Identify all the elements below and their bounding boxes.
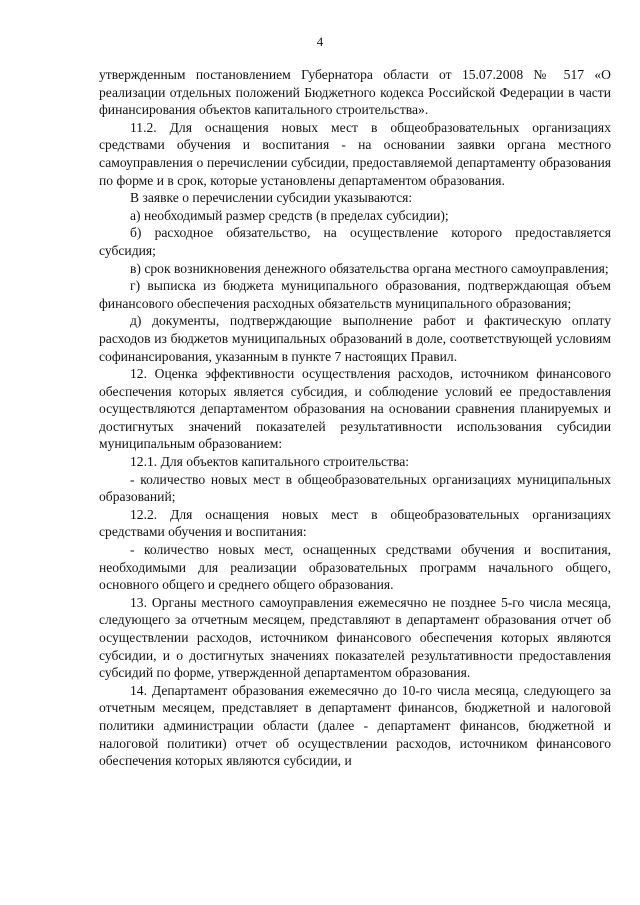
paragraph-13: 13. Органы местного самоуправления ежемесячно не позднее 5-го числа месяца, следующего за отчетным месяцем, представляют в департамент образования отчет об осуществлении расходов, источником финансового обеспечения которых являются субсидии, и о достигнутых значениях показателей результативности предоставления субсидий по форме, утвержденной департаментом образования. <box>99 594 611 681</box>
paragraph-12-2: 12.2. Для оснащения новых мест в общеобразовательных организациях средствами обучения и воспитания: <box>99 506 611 540</box>
paragraph-11-2: 11.2. Для оснащения новых мест в общеобразовательных организациях средствами обучения и воспитания - на основании заявки органа местного самоуправления о перечислении субсидии, предоставляемой департаменту образования по форме и в срок, которые установлены департаментом образования. <box>99 119 611 188</box>
paragraph-12-2-item: - количество новых мест, оснащенных средствами обучения и воспитания, необходимыми для реализации образовательных программ начального общего, основного общего и среднего общего образования. <box>99 542 611 593</box>
page-number: 4 <box>316 34 324 49</box>
paragraph-12-1: 12.1. Для объектов капитального строительства: <box>130 454 410 470</box>
paragraph-12-1-item: - количество новых мест в общеобразовательных организациях муниципальных образований; <box>99 471 611 505</box>
list-item-a: а) необходимый размер средств (в пределах субсидии); <box>130 207 449 223</box>
paragraph-application-intro: В заявке о перечислении субсидии указываются: <box>130 190 413 206</box>
document-body <box>99 66 611 770</box>
paragraph-14: 14. Департамент образования ежемесячно до 10-го числа месяца, следующего за отчетным месяцем, представляет в департамент финансов, бюджетной и налоговой политики администрации области (далее - департамент финансов, бюджетной и налоговой политики) отчет об осуществлении расходов, источником финансового обеспечения которых являются субсидии, и <box>99 682 611 769</box>
list-item-d: д) документы, подтверждающие выполнение работ и фактическую оплату расходов из бюджетов муниципальных образований в доле, соответствующей условиям софинансирования, указанным в пункте 7 настоящих Правил. <box>99 313 611 364</box>
list-item-g: г) выписка из бюджета муниципального образования, подтверждающая объем финансового обеспечения расходных обязательств муниципального образования; <box>99 278 611 311</box>
list-item-v: в) срок возникновения денежного обязательства органа местного самоуправления; <box>130 260 609 276</box>
paragraph-12: 12. Оценка эффективности осуществления расходов, источником финансового обеспечения которых является субсидия, и соблюдение условий ее предоставления осуществляются департаментом образования на основании сравнения планируемых и достигнутых значений показателей результативности использования субсидии муниципальным образованием: <box>99 366 611 452</box>
paragraph-continuation: утвержденным постановлением Губернатора области от 15.07.2008 № 517 «О реализации отдельных положений Бюджетного кодекса Российской Федерации в части финансирования объектов капитального строительства». <box>99 67 611 118</box>
list-item-b: б) расходное обязательство, на осуществление которого предоставляется субсидия; <box>99 225 611 258</box>
